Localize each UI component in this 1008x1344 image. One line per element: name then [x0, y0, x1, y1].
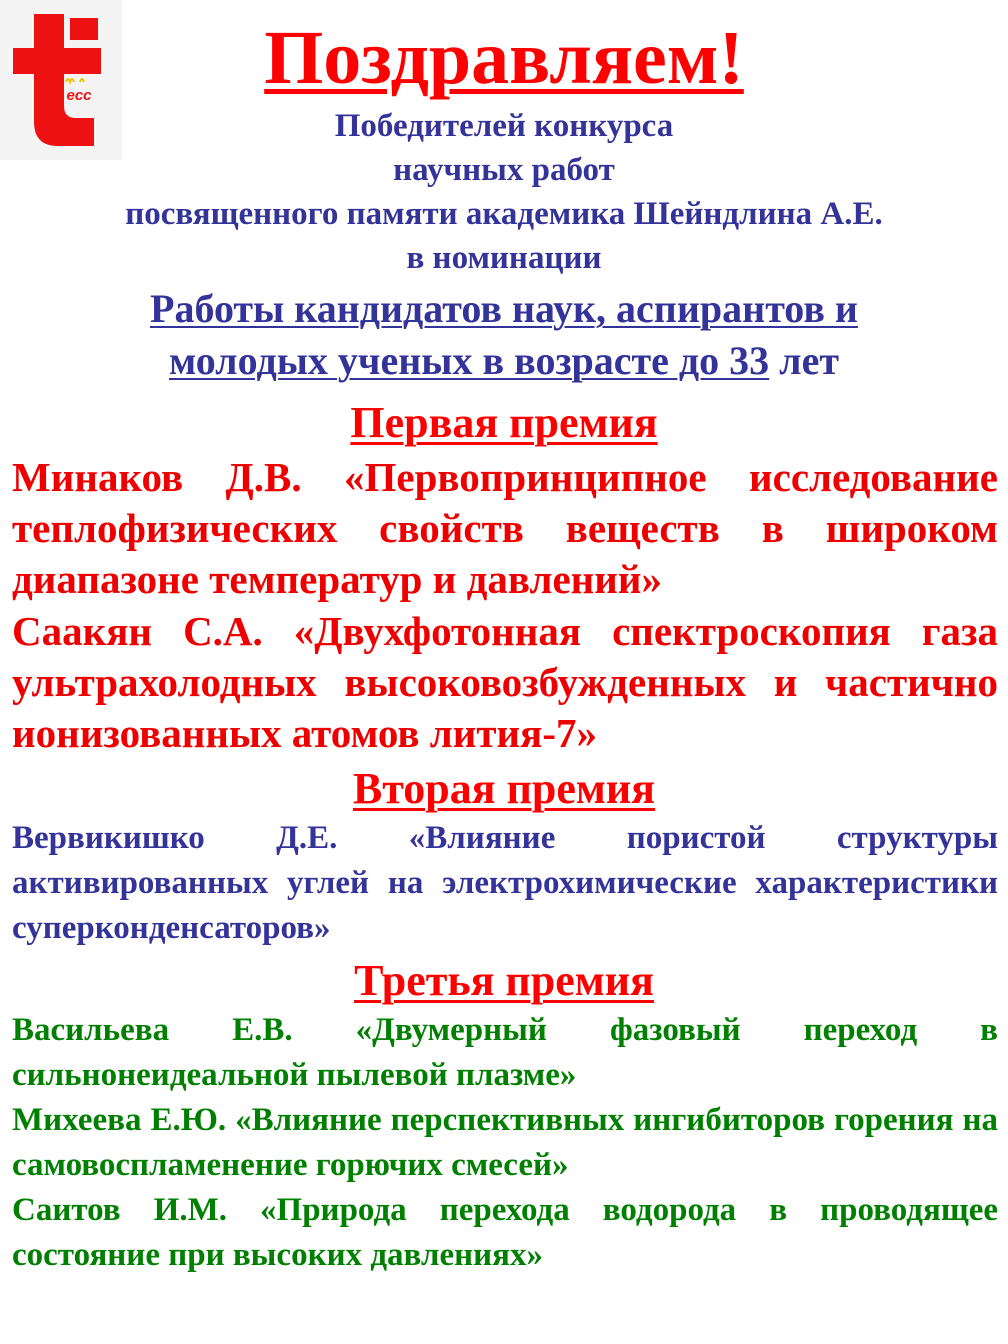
nomination-line-2-underlined: молодых ученых в возрасте до 33 [168, 338, 770, 383]
subtitle-line-3: посвященного памяти академика Шейндлина А.Е. [125, 196, 883, 232]
prize-heading-second: Вторая премия [352, 764, 656, 813]
svg-text:ecc: ecc [66, 87, 92, 104]
nomination-line-1-text: Работы кандидатов наук, аспирантов и [150, 286, 858, 331]
winner-entry: Вервикишко Д.Е. «Влияние пористой структуры активированных углей на электрохимические характеристики суперконденсаторов» [12, 820, 998, 946]
subtitle-line-4: в номинации [406, 240, 602, 276]
nomination-line-2 [0, 336, 1008, 386]
winner-entry: Саакян С.А. «Двухфотонная спектроскопия газа ультрахолодных высоковозбужденных и частично ионизованных атомов лития-7» [12, 608, 998, 756]
subtitle-line-1: Победителей конкурса [334, 108, 674, 144]
subtitle-line-2: научных работ [393, 152, 615, 188]
nomination-line-1 [0, 284, 1008, 334]
winner-entry: Михеева Е.Ю. «Влияние перспективных ингибиторов горения на самовоспламенение горючих смесей» [12, 1102, 998, 1183]
winner-entry: Васильева Е.В. «Двумерный фазовый переход в сильнонеидеальной пылевой плазме» [12, 1012, 998, 1093]
winner-entry: Саитов И.М. «Природа перехода водорода в проводящее состояние при высоких давлениях» [12, 1192, 998, 1273]
prize-heading-first: Первая премия [350, 398, 658, 447]
nomination-line-2-rest: лет [769, 338, 840, 383]
winner-entry: Минаков Д.В. «Первопринципное исследование теплофизических свойств веществ в широком диапазоне температур и давлений» [12, 454, 998, 602]
page-title: Поздравляем! [264, 16, 744, 100]
prize-heading-third: Третья премия [354, 956, 654, 1005]
